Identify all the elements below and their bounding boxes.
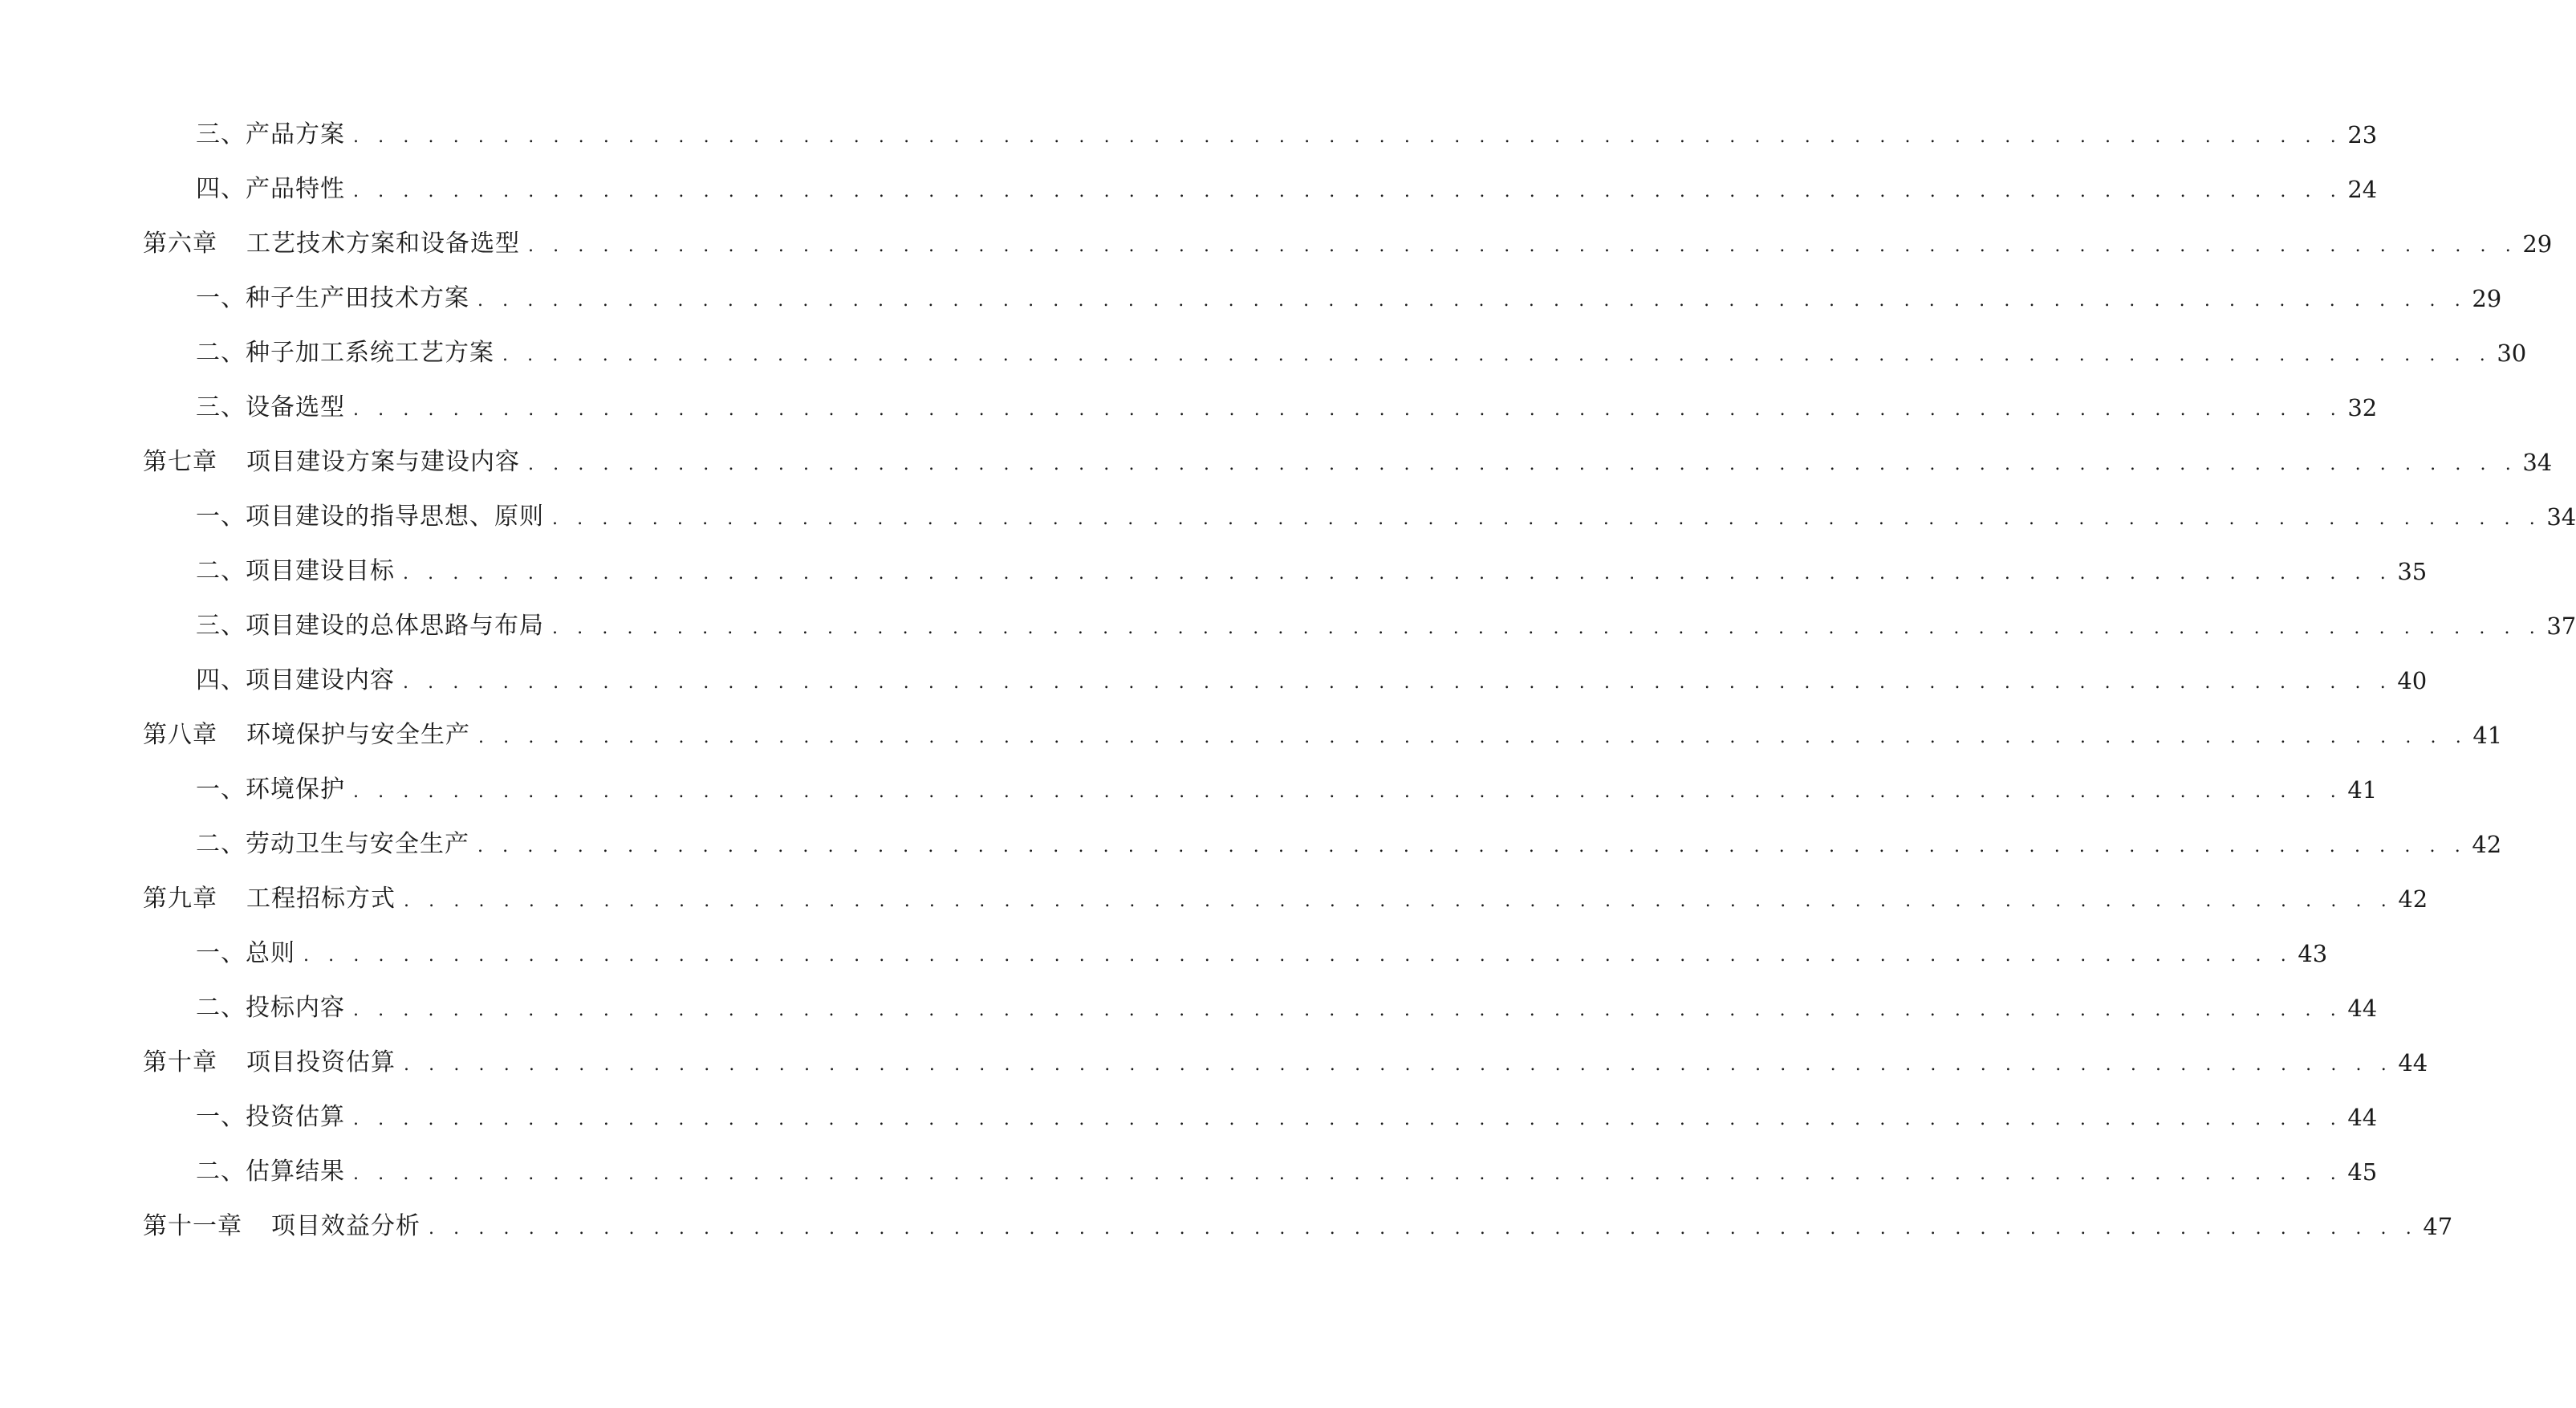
toc-section-row[interactable]	[0, 817, 2502, 872]
dot-leader: . . . . . . . . . . . . . . . . . . . . . . . . . . . . . . . . . . . . . . . . . . . . . . . . . . . . . . . . . . . . . . . . . . . . . . . . . . . . . . . .	[528, 454, 2518, 474]
toc-entry-title	[196, 938, 295, 970]
toc-entry-title	[196, 828, 469, 861]
dot-leader: . . . . . . . . . . . . . . . . . . . . . . . . . . . . . . . . . . . . . . . . . . . . . . . . . . . . . . . . . . . . . . . . . . . . . . . . . . . . . . . .	[353, 127, 2343, 147]
dot-leader: . . . . . . . . . . . . . . . . . . . . . . . . . . . . . . . . . . . . . . . . . . . . . . . . . . . . . . . . . . . . . . . . . . . . . . . . . . . . . . . .	[404, 891, 2394, 911]
toc-entry-text: 二、估算结果	[196, 1158, 345, 1186]
toc-entry-title	[143, 719, 470, 751]
toc-page-number: 34	[2546, 503, 2576, 531]
dot-leader: . . . . . . . . . . . . . . . . . . . . . . . . . . . . . . . . . . . . . . . . . . . . . . . . . . . . . . . . . . . . . . . . . . . . . . . . . . . . . . . .	[477, 291, 2468, 311]
toc-entry-title	[196, 992, 345, 1024]
toc-section-row[interactable]	[0, 490, 2576, 544]
dot-leader: . . . . . . . . . . . . . . . . . . . . . . . . . . . . . . . . . . . . . . . . . . . . . . . . . . . . . . . . . . . . . . . . . . . . . . . . . . . . . . . .	[552, 618, 2542, 638]
toc-chapter-label: 第十一章	[143, 1212, 242, 1240]
toc-page-number: 23	[2347, 121, 2378, 149]
toc-page-number: 42	[2472, 831, 2502, 858]
toc-entry-title	[196, 610, 544, 642]
toc-entry-text: 项目建设方案与建设内容	[246, 448, 520, 476]
toc-section-row[interactable]	[0, 653, 2428, 708]
toc-chapter-label: 第八章	[143, 721, 217, 749]
toc-section-row[interactable]	[0, 544, 2428, 599]
toc-page-number: 43	[2298, 940, 2328, 967]
toc-page-number: 41	[2347, 776, 2378, 804]
toc-section-row[interactable]	[0, 1145, 2378, 1199]
toc-entry-title	[196, 173, 345, 206]
toc-section-row[interactable]	[0, 1090, 2378, 1145]
dot-leader: . . . . . . . . . . . . . . . . . . . . . . . . . . . . . . . . . . . . . . . . . . . . . . . . . . . . . . . . . . . . . . . . . . . . . . . . . . . . . . . .	[353, 782, 2343, 802]
toc-page-number: 29	[2522, 230, 2553, 258]
toc-page-number: 47	[2423, 1213, 2453, 1240]
toc-page-number: 37	[2546, 612, 2576, 640]
toc-entry-title	[143, 446, 520, 478]
toc-entry-title	[143, 883, 396, 915]
toc-entry-text: 四、项目建设内容	[196, 666, 395, 694]
dot-leader: . . . . . . . . . . . . . . . . . . . . . . . . . . . . . . . . . . . . . . . . . . . . . . . . . . . . . . . . . . . . . . . . . . . . . . . . . . . . . . . .	[353, 1000, 2343, 1020]
toc-section-row[interactable]	[0, 380, 2378, 435]
dot-leader: . . . . . . . . . . . . . . . . . . . . . . . . . . . . . . . . . . . . . . . . . . . . . . . . . . . . . . . . . . . . . . . . . . . . . . . . . . . . . . . .	[404, 1055, 2394, 1075]
toc-chapter-label: 第七章	[143, 448, 217, 476]
toc-entry-text: 三、产品方案	[196, 120, 345, 149]
toc-entry-text: 二、劳动卫生与安全生产	[196, 830, 469, 858]
dot-leader: . . . . . . . . . . . . . . . . . . . . . . . . . . . . . . . . . . . . . . . . . . . . . . . . . . . . . . . . . . . . . . . . . . . . . . . . . . . . . . . .	[403, 564, 2393, 584]
toc-entry-text: 二、种子加工系统工艺方案	[196, 339, 494, 367]
toc-entry-text: 一、种子生产田技术方案	[196, 284, 469, 312]
toc-entry-text: 一、项目建设的指导思想、原则	[196, 503, 544, 531]
toc-entry-text: 四、产品特性	[196, 175, 345, 203]
toc-entry-title	[196, 337, 494, 369]
dot-leader: . . . . . . . . . . . . . . . . . . . . . . . . . . . . . . . . . . . . . . . . . . . . . . . . . . . . . . . . . . . . . . . . . . . . . . . . . . . . . . . .	[403, 673, 2393, 693]
toc-entry-text: 项目效益分析	[271, 1212, 421, 1240]
toc-chapter-row[interactable]	[0, 708, 2503, 763]
toc-entry-title	[143, 1211, 421, 1243]
toc-page-number: 44	[2347, 1104, 2378, 1131]
toc-chapter-label: 第九章	[143, 885, 217, 913]
toc-entry-text: 工艺技术方案和设备选型	[246, 230, 520, 258]
toc-section-row[interactable]	[0, 271, 2502, 326]
toc-page-number: 24	[2347, 176, 2378, 203]
toc-page-number: 44	[2398, 1049, 2428, 1076]
dot-leader: . . . . . . . . . . . . . . . . . . . . . . . . . . . . . . . . . . . . . . . . . . . . . . . . . . . . . . . . . . . . . . . . . . . . . . . . . . . . . . . .	[353, 400, 2343, 420]
toc-entry-text: 环境保护与安全生产	[246, 721, 470, 749]
dot-leader: . . . . . . . . . . . . . . . . . . . . . . . . . . . . . . . . . . . . . . . . . . . . . . . . . . . . . . . . . . . . . . . . . . . . . . . . . . . . . . . .	[502, 345, 2493, 365]
toc-entry-title	[196, 392, 345, 424]
dot-leader: . . . . . . . . . . . . . . . . . . . . . . . . . . . . . . . . . . . . . . . . . . . . . . . . . . . . . . . . . . . . . . . . . . . . . . . . . . . . . . . .	[353, 1109, 2343, 1129]
toc-page-number: 44	[2347, 995, 2378, 1022]
toc-entry-title	[196, 665, 395, 697]
dot-leader: . . . . . . . . . . . . . . . . . . . . . . . . . . . . . . . . . . . . . . . . . . . . . . . . . . . . . . . . . . . . . . . . . . . . . . . . . . . . . . . .	[353, 181, 2343, 201]
toc-entry-title	[196, 501, 544, 533]
toc-entry-text: 一、环境保护	[196, 775, 345, 804]
toc-chapter-label: 第六章	[143, 230, 217, 258]
toc-page-number: 30	[2497, 340, 2527, 367]
toc-entry-title	[196, 119, 345, 151]
toc-entry-title	[196, 283, 469, 315]
toc-entry-title	[196, 1156, 345, 1188]
toc-section-row[interactable]	[0, 926, 2328, 981]
toc-page-number: 29	[2472, 285, 2502, 312]
toc-entry-text: 二、项目建设目标	[196, 557, 395, 585]
toc-entry-text: 一、投资估算	[196, 1103, 345, 1131]
toc-entry-text: 一、总则	[196, 939, 295, 967]
toc-section-row[interactable]	[0, 108, 2378, 162]
toc-section-row[interactable]	[0, 599, 2576, 653]
toc-page-number: 35	[2397, 558, 2428, 585]
table-of-contents	[0, 108, 2576, 1254]
dot-leader: . . . . . . . . . . . . . . . . . . . . . . . . . . . . . . . . . . . . . . . . . . . . . . . . . . . . . . . . . . . . . . . . . . . . . . . . . . . . . . . .	[429, 1219, 2419, 1239]
toc-chapter-row[interactable]	[0, 1199, 2453, 1254]
toc-section-row[interactable]	[0, 981, 2378, 1036]
toc-page-number: 41	[2472, 722, 2503, 749]
toc-entry-text: 三、项目建设的总体思路与布局	[196, 612, 544, 640]
toc-entry-title	[196, 555, 395, 588]
toc-section-row[interactable]	[0, 162, 2378, 217]
toc-chapter-row[interactable]	[0, 872, 2428, 926]
toc-entry-text: 二、投标内容	[196, 994, 345, 1022]
toc-entry-text: 项目投资估算	[246, 1048, 396, 1076]
dot-leader: . . . . . . . . . . . . . . . . . . . . . . . . . . . . . . . . . . . . . . . . . . . . . . . . . . . . . . . . . . . . . . . . . . . . . . . . . . . . . . . .	[528, 236, 2518, 256]
toc-page-number: 32	[2347, 394, 2378, 421]
toc-entry-text: 工程招标方式	[246, 885, 396, 913]
toc-entry-title	[196, 774, 345, 806]
toc-entry-title	[143, 228, 520, 260]
toc-chapter-label: 第十章	[143, 1048, 217, 1076]
toc-chapter-row[interactable]	[0, 217, 2553, 271]
toc-page-number: 40	[2397, 667, 2428, 694]
dot-leader: . . . . . . . . . . . . . . . . . . . . . . . . . . . . . . . . . . . . . . . . . . . . . . . . . . . . . . . . . . . . . . . . . . . . . . . . . . . . . . . .	[478, 727, 2468, 747]
toc-chapter-row[interactable]	[0, 1036, 2428, 1090]
toc-page-number: 45	[2347, 1158, 2378, 1186]
dot-leader: . . . . . . . . . . . . . . . . . . . . . . . . . . . . . . . . . . . . . . . . . . . . . . . . . . . . . . . . . . . . . . . . . . . . . . . . . . . . . . . .	[477, 836, 2468, 857]
toc-section-row[interactable]	[0, 326, 2527, 380]
dot-leader: . . . . . . . . . . . . . . . . . . . . . . . . . . . . . . . . . . . . . . . . . . . . . . . . . . . . . . . . . . . . . . . . . . . . . . . . . . . . . . . .	[303, 946, 2294, 966]
toc-chapter-row[interactable]	[0, 435, 2553, 490]
dot-leader: . . . . . . . . . . . . . . . . . . . . . . . . . . . . . . . . . . . . . . . . . . . . . . . . . . . . . . . . . . . . . . . . . . . . . . . . . . . . . . . .	[353, 1164, 2343, 1184]
toc-section-row[interactable]	[0, 763, 2378, 817]
toc-page-number: 34	[2522, 449, 2553, 476]
toc-page-number: 42	[2398, 885, 2428, 913]
toc-entry-title	[143, 1047, 396, 1079]
toc-entry-text: 三、设备选型	[196, 393, 345, 421]
dot-leader: . . . . . . . . . . . . . . . . . . . . . . . . . . . . . . . . . . . . . . . . . . . . . . . . . . . . . . . . . . . . . . . . . . . . . . . . . . . . . . . .	[552, 509, 2542, 529]
toc-entry-title	[196, 1101, 345, 1133]
